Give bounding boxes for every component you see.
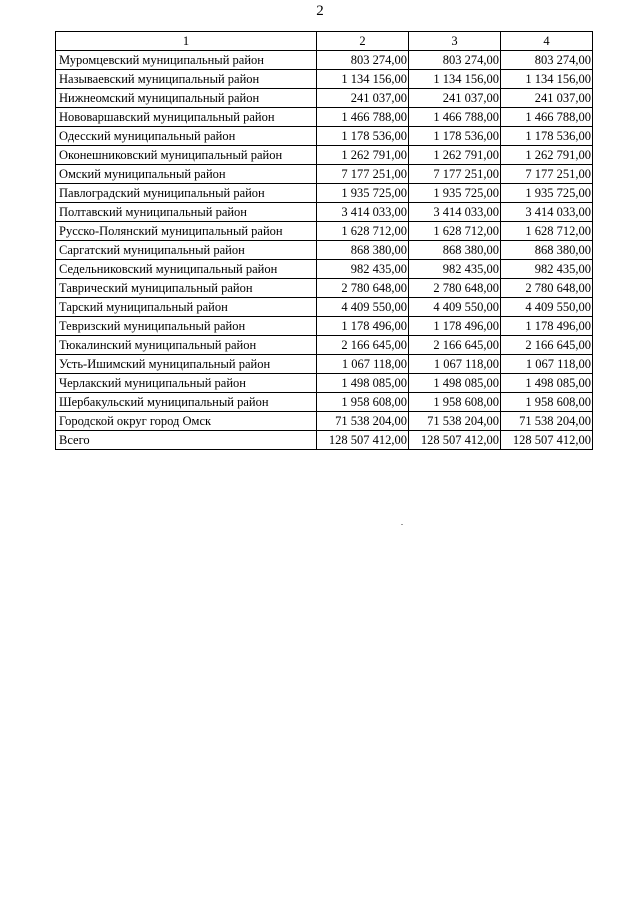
amount-col-2: 1 178 536,00 — [317, 127, 409, 146]
district-name: Тюкалинский муниципальный район — [56, 336, 317, 355]
amount-col-2: 982 435,00 — [317, 260, 409, 279]
table-row — [56, 260, 593, 279]
district-name: Одесский муниципальный район — [56, 127, 317, 146]
amount-col-2: 241 037,00 — [317, 89, 409, 108]
column-header: 2 — [317, 32, 409, 51]
amount-col-2: 71 538 204,00 — [317, 412, 409, 431]
table-row — [56, 336, 593, 355]
amount-col-4: 1 466 788,00 — [501, 108, 593, 127]
district-name: Полтавский муниципальный район — [56, 203, 317, 222]
table-row — [56, 108, 593, 127]
amount-col-3: 3 414 033,00 — [409, 203, 501, 222]
amount-col-3: 2 166 645,00 — [409, 336, 501, 355]
total-col-2: 128 507 412,00 — [317, 431, 409, 450]
amount-col-2: 1 628 712,00 — [317, 222, 409, 241]
amount-col-2: 1 067 118,00 — [317, 355, 409, 374]
district-name: Городской округ город Омск — [56, 412, 317, 431]
amount-col-4: 1 958 608,00 — [501, 393, 593, 412]
amount-col-3: 1 262 791,00 — [409, 146, 501, 165]
district-name: Черлакский муниципальный район — [56, 374, 317, 393]
table-row — [56, 317, 593, 336]
amount-col-2: 4 409 550,00 — [317, 298, 409, 317]
amount-col-2: 1 498 085,00 — [317, 374, 409, 393]
amount-col-2: 1 134 156,00 — [317, 70, 409, 89]
amount-col-4: 71 538 204,00 — [501, 412, 593, 431]
page-number: 2 — [316, 3, 324, 19]
amount-col-4: 1 628 712,00 — [501, 222, 593, 241]
amount-col-2: 1 935 725,00 — [317, 184, 409, 203]
amount-col-4: 241 037,00 — [501, 89, 593, 108]
total-col-4: 128 507 412,00 — [501, 431, 593, 450]
column-header: 4 — [501, 32, 593, 51]
amount-col-2: 868 380,00 — [317, 241, 409, 260]
amount-col-3: 241 037,00 — [409, 89, 501, 108]
table-row — [56, 70, 593, 89]
amount-col-4: 1 498 085,00 — [501, 374, 593, 393]
table-row — [56, 241, 593, 260]
column-header: 1 — [56, 32, 317, 51]
table-row — [56, 298, 593, 317]
column-header: 3 — [409, 32, 501, 51]
scan-speck — [401, 524, 403, 525]
amount-col-3: 1 498 085,00 — [409, 374, 501, 393]
amount-col-4: 1 262 791,00 — [501, 146, 593, 165]
total-label: Всего — [56, 431, 317, 450]
amount-col-2: 1 466 788,00 — [317, 108, 409, 127]
amount-col-4: 2 780 648,00 — [501, 279, 593, 298]
amount-col-2: 803 274,00 — [317, 51, 409, 70]
amount-col-2: 2 780 648,00 — [317, 279, 409, 298]
amount-col-2: 1 178 496,00 — [317, 317, 409, 336]
district-name: Павлоградский муниципальный район — [56, 184, 317, 203]
district-name: Русско-Полянский муниципальный район — [56, 222, 317, 241]
amount-col-3: 1 628 712,00 — [409, 222, 501, 241]
amount-col-2: 2 166 645,00 — [317, 336, 409, 355]
table-row — [56, 374, 593, 393]
table-row — [56, 127, 593, 146]
amount-col-3: 1 067 118,00 — [409, 355, 501, 374]
table-row — [56, 51, 593, 70]
table-total-row — [56, 431, 593, 450]
district-name: Называевский муниципальный район — [56, 70, 317, 89]
amount-col-2: 1 262 791,00 — [317, 146, 409, 165]
district-name: Тарский муниципальный район — [56, 298, 317, 317]
district-name: Муромцевский муниципальный район — [56, 51, 317, 70]
amount-col-3: 1 958 608,00 — [409, 393, 501, 412]
table-row — [56, 393, 593, 412]
amount-col-3: 868 380,00 — [409, 241, 501, 260]
district-name: Усть-Ишимский муниципальный район — [56, 355, 317, 374]
table-row — [56, 412, 593, 431]
amount-col-2: 7 177 251,00 — [317, 165, 409, 184]
table-row — [56, 222, 593, 241]
district-name: Шербакульский муниципальный район — [56, 393, 317, 412]
amount-col-3: 803 274,00 — [409, 51, 501, 70]
amount-col-4: 4 409 550,00 — [501, 298, 593, 317]
table-row — [56, 279, 593, 298]
amount-col-4: 868 380,00 — [501, 241, 593, 260]
amount-col-3: 1 178 496,00 — [409, 317, 501, 336]
table-row — [56, 89, 593, 108]
district-name: Нижнеомский муниципальный район — [56, 89, 317, 108]
budget-table — [55, 31, 593, 450]
table-row — [56, 146, 593, 165]
district-name: Таврический муниципальный район — [56, 279, 317, 298]
amount-col-2: 1 958 608,00 — [317, 393, 409, 412]
amount-col-4: 803 274,00 — [501, 51, 593, 70]
district-name: Оконешниковский муниципальный район — [56, 146, 317, 165]
district-name: Омский муниципальный район — [56, 165, 317, 184]
amount-col-3: 1 466 788,00 — [409, 108, 501, 127]
district-name: Нововаршавский муниципальный район — [56, 108, 317, 127]
amount-col-3: 2 780 648,00 — [409, 279, 501, 298]
amount-col-3: 4 409 550,00 — [409, 298, 501, 317]
amount-col-2: 3 414 033,00 — [317, 203, 409, 222]
district-name: Тевризский муниципальный район — [56, 317, 317, 336]
amount-col-3: 71 538 204,00 — [409, 412, 501, 431]
amount-col-4: 1 067 118,00 — [501, 355, 593, 374]
amount-col-4: 1 935 725,00 — [501, 184, 593, 203]
amount-col-4: 1 178 496,00 — [501, 317, 593, 336]
table-row — [56, 165, 593, 184]
district-name: Седельниковский муниципальный район — [56, 260, 317, 279]
table-row — [56, 184, 593, 203]
table-row — [56, 355, 593, 374]
amount-col-4: 7 177 251,00 — [501, 165, 593, 184]
amount-col-4: 2 166 645,00 — [501, 336, 593, 355]
amount-col-4: 982 435,00 — [501, 260, 593, 279]
amount-col-3: 1 178 536,00 — [409, 127, 501, 146]
table-row — [56, 203, 593, 222]
amount-col-3: 1 134 156,00 — [409, 70, 501, 89]
amount-col-4: 1 178 536,00 — [501, 127, 593, 146]
amount-col-3: 7 177 251,00 — [409, 165, 501, 184]
total-col-3: 128 507 412,00 — [409, 431, 501, 450]
amount-col-4: 3 414 033,00 — [501, 203, 593, 222]
amount-col-3: 982 435,00 — [409, 260, 501, 279]
amount-col-3: 1 935 725,00 — [409, 184, 501, 203]
table-header-row — [56, 32, 593, 51]
amount-col-4: 1 134 156,00 — [501, 70, 593, 89]
district-name: Саргатский муниципальный район — [56, 241, 317, 260]
